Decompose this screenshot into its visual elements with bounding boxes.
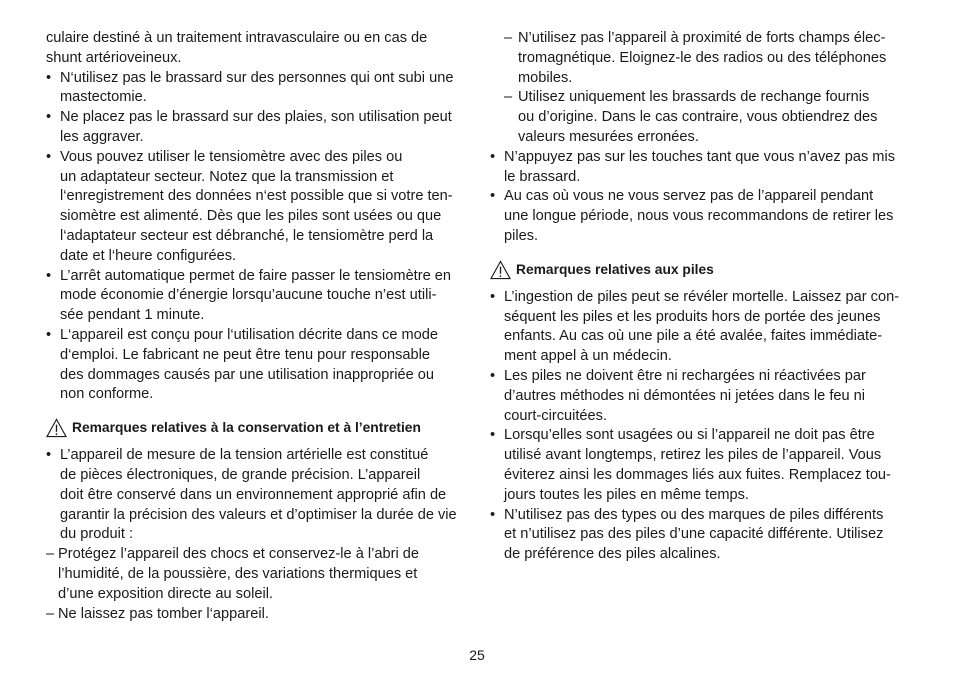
text-line: • Ne placez pas le brassard sur des plaies, son utilisation peut — [60, 109, 452, 126]
bullet-item — [490, 506, 922, 565]
text-line: l‘adaptateur secteur est débranché, le tensiomètre perd la — [60, 227, 434, 244]
page-number: 25 — [469, 647, 485, 663]
text-line: une longue période, nous vous recommandons de retirer les — [504, 208, 894, 225]
text-line: un adaptateur secteur. Notez que la transmission et — [60, 168, 394, 185]
text-line: court-circuitées. — [504, 407, 607, 424]
text-line: • Au cas où vous ne vous servez pas de l’appareil pendant — [504, 188, 874, 205]
text-line: shunt artérioveineux. — [46, 49, 182, 66]
text-line: le brassard. — [504, 168, 581, 185]
text-line: – Ne laissez pas tomber l‘appareil. — [58, 605, 269, 622]
text-line: • Les piles ne doivent être ni rechargées ni réactivées par — [504, 367, 866, 384]
text-line: mobiles. — [518, 69, 573, 86]
bullet-item — [490, 367, 922, 426]
left-column — [46, 29, 466, 624]
bullet-item — [490, 187, 922, 246]
text-line: jours toutes les piles en même temps. — [504, 486, 749, 503]
text-line: • L’arrêt automatique permet de faire passer le tensiomètre en — [60, 267, 452, 284]
continued-paragraph — [46, 29, 466, 69]
text-line: mastectomie. — [60, 89, 147, 106]
text-line: d‘emploi. Le fabricant ne peut être tenu pour responsable — [60, 346, 430, 363]
text-line: tromagnétique. Eloignez-le des radios ou des téléphones — [518, 49, 887, 66]
dash-item — [504, 88, 922, 147]
bullet-item — [490, 288, 922, 367]
text-line: garantir la précision des valeurs et d’optimiser la durée de vie — [60, 506, 457, 523]
text-line: • Vous pouvez utiliser le tensiomètre avec des piles ou — [60, 148, 403, 165]
section-heading — [490, 260, 922, 280]
text-line: doit être conservé dans un environnement approprié afin de — [60, 486, 447, 503]
text-line: de préférence des piles alcalines. — [504, 546, 721, 563]
text-line: utilisé avant longtemps, retirez les piles de l’appareil. Vous — [504, 447, 882, 464]
bullet-item — [46, 108, 466, 148]
bullet-item — [46, 267, 466, 326]
text-line: ment appel à un médecin. — [504, 348, 672, 365]
bullet-item — [490, 148, 922, 188]
text-line: éviterez ainsi les dommages liés aux fuites. Remplacez tou- — [504, 466, 891, 483]
text-line: • Lorsqu’elles sont usagées ou si l’appareil ne doit pas être — [504, 427, 875, 444]
bullet-item — [46, 148, 466, 267]
text-line: non conforme. — [60, 386, 154, 403]
text-line: sée pendant 1 minute. — [60, 307, 205, 324]
text-line: l‘enregistrement des données n‘est possible que si votre ten- — [60, 188, 453, 205]
text-line: des dommages causés par une utilisation inappropriée ou — [60, 366, 434, 383]
bullet-item — [490, 426, 922, 505]
dash-item — [504, 29, 922, 88]
text-line: • N’appuyez pas sur les touches tant que vous n’avez pas mis — [504, 148, 896, 165]
text-line: • N’utilisez pas des types ou des marques de piles différents — [504, 506, 884, 523]
text-line: • L‘appareil est conçu pour l‘utilisation décrite dans ce mode — [60, 326, 439, 343]
text-line: mode économie d’énergie lorsqu’aucune touche n’est utili- — [60, 287, 437, 304]
bullet-item — [46, 326, 466, 405]
text-line: et n’utilisez pas des piles d’une capacité différente. Utilisez — [504, 526, 884, 543]
text-line: de pièces électroniques, de grande précision. L’appareil — [60, 466, 421, 483]
text-line: l’humidité, de la poussière, des variations thermiques et — [58, 565, 418, 582]
text-line: d’autres méthodes ni démontées ni jetées dans le feu ni — [504, 387, 866, 404]
section-heading — [46, 418, 466, 438]
text-line: culaire destiné à un traitement intravasculaire ou en cas de — [46, 30, 428, 46]
text-line: enfants. Au cas où une pile a été avalée, faites immédiate- — [504, 328, 883, 345]
warning-triangle-icon — [490, 260, 511, 280]
text-line: – N’utilisez pas l’appareil à proximité de forts champs élec- — [518, 30, 886, 46]
text-line: valeurs mesurées erronées. — [518, 128, 699, 145]
text-line: – Utilisez uniquement les brassards de rechange fournis — [518, 89, 870, 106]
text-line: les aggraver. — [60, 128, 144, 145]
text-line: • N‘utilisez pas le brassard sur des personnes qui ont subi une — [60, 69, 454, 86]
right-column — [490, 29, 922, 565]
text-line: • L’appareil de mesure de la tension artérielle est constitué — [60, 447, 429, 464]
bullet-item — [46, 446, 466, 545]
text-line: – Protégez l’appareil des chocs et conservez-le à l’abri de — [58, 546, 419, 563]
dash-item — [46, 545, 466, 604]
text-line: d’une exposition directe au soleil. — [58, 585, 273, 602]
dash-item — [46, 605, 466, 625]
text-line: piles. — [504, 227, 539, 244]
section-title: Remarques relatives à la conservation et à l’entretien — [72, 420, 421, 436]
text-line: siomètre est alimenté. Dès que les piles sont usées ou que — [60, 208, 442, 225]
text-line: date et l‘heure configurées. — [60, 247, 237, 264]
section-title: Remarques relatives aux piles — [516, 261, 714, 277]
bullet-item — [46, 69, 466, 109]
warning-triangle-icon — [46, 418, 67, 438]
text-line: séquent les piles et les produits hors de portée des jeunes — [504, 308, 881, 325]
text-line: ou d’origine. Dans le cas contraire, vous obtiendrez des — [518, 109, 878, 126]
text-line: • L’ingestion de piles peut se révéler mortelle. Laissez par con- — [504, 288, 900, 305]
text-line: du produit : — [60, 526, 134, 543]
